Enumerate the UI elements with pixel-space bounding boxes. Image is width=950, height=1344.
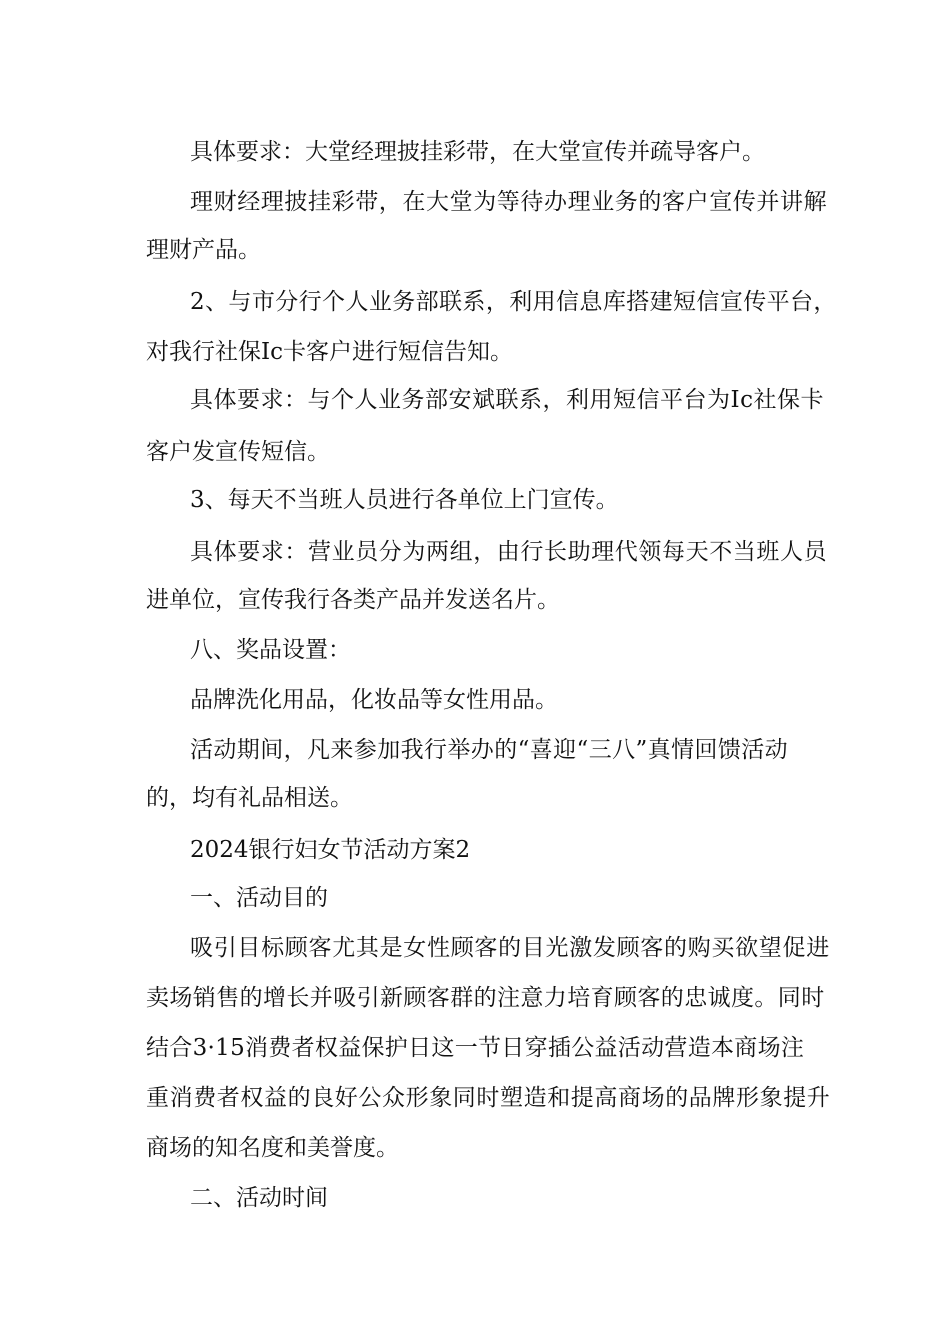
text-line: 活动期间，凡来参加我行举办的“喜迎“三八”真情回馈活动 — [190, 737, 789, 763]
text-line: 理财产品。 — [146, 237, 261, 263]
text-line: 2、与市分行个人业务部联系，利用信息库搭建短信宣传平台， — [190, 289, 837, 315]
text-line: 具体要求：大堂经理披挂彩带，在大堂宣传并疏导客户。 — [190, 139, 765, 165]
text-line: 重消费者权益的良好公众形象同时塑造和提高商场的品牌形象提升 — [146, 1085, 831, 1111]
section-heading: 一、活动目的 — [190, 885, 328, 911]
text-line: 对我行社保Ic卡客户进行短信告知。 — [146, 339, 513, 365]
text-line: 吸引目标顾客尤其是女性顾客的目光激发顾客的购买欲望促进 — [190, 935, 830, 961]
text-line: 商场的知名度和美誉度。 — [146, 1135, 399, 1161]
text-line: 的，均有礼品相送。 — [146, 785, 353, 811]
document-title: 2024银行妇女节活动方案2 — [190, 837, 471, 863]
text-line: 结合3·15消费者权益保护日这一节日穿插公益活动营造本商场注 — [146, 1035, 805, 1061]
text-line: 客户发宣传短信。 — [146, 439, 330, 465]
text-line: 卖场销售的增长并吸引新顾客群的注意力培育顾客的忠诚度。同时 — [146, 985, 825, 1011]
text-line: 具体要求：与个人业务部安斌联系，利用短信平台为Ic社保卡 — [190, 387, 824, 413]
section-heading: 二、活动时间 — [190, 1185, 328, 1211]
text-line: 进单位，宣传我行各类产品并发送名片。 — [146, 587, 560, 613]
text-line: 品牌洗化用品，化妆品等女性用品。 — [190, 687, 558, 713]
text-line: 具体要求：营业员分为两组，由行长助理代领每天不当班人员 — [190, 539, 828, 565]
text-line: 理财经理披挂彩带，在大堂为等待办理业务的客户宣传并讲解 — [190, 189, 828, 215]
section-heading: 八、奖品设置： — [190, 637, 351, 663]
text-line: 3、每天不当班人员进行各单位上门宣传。 — [190, 487, 619, 513]
